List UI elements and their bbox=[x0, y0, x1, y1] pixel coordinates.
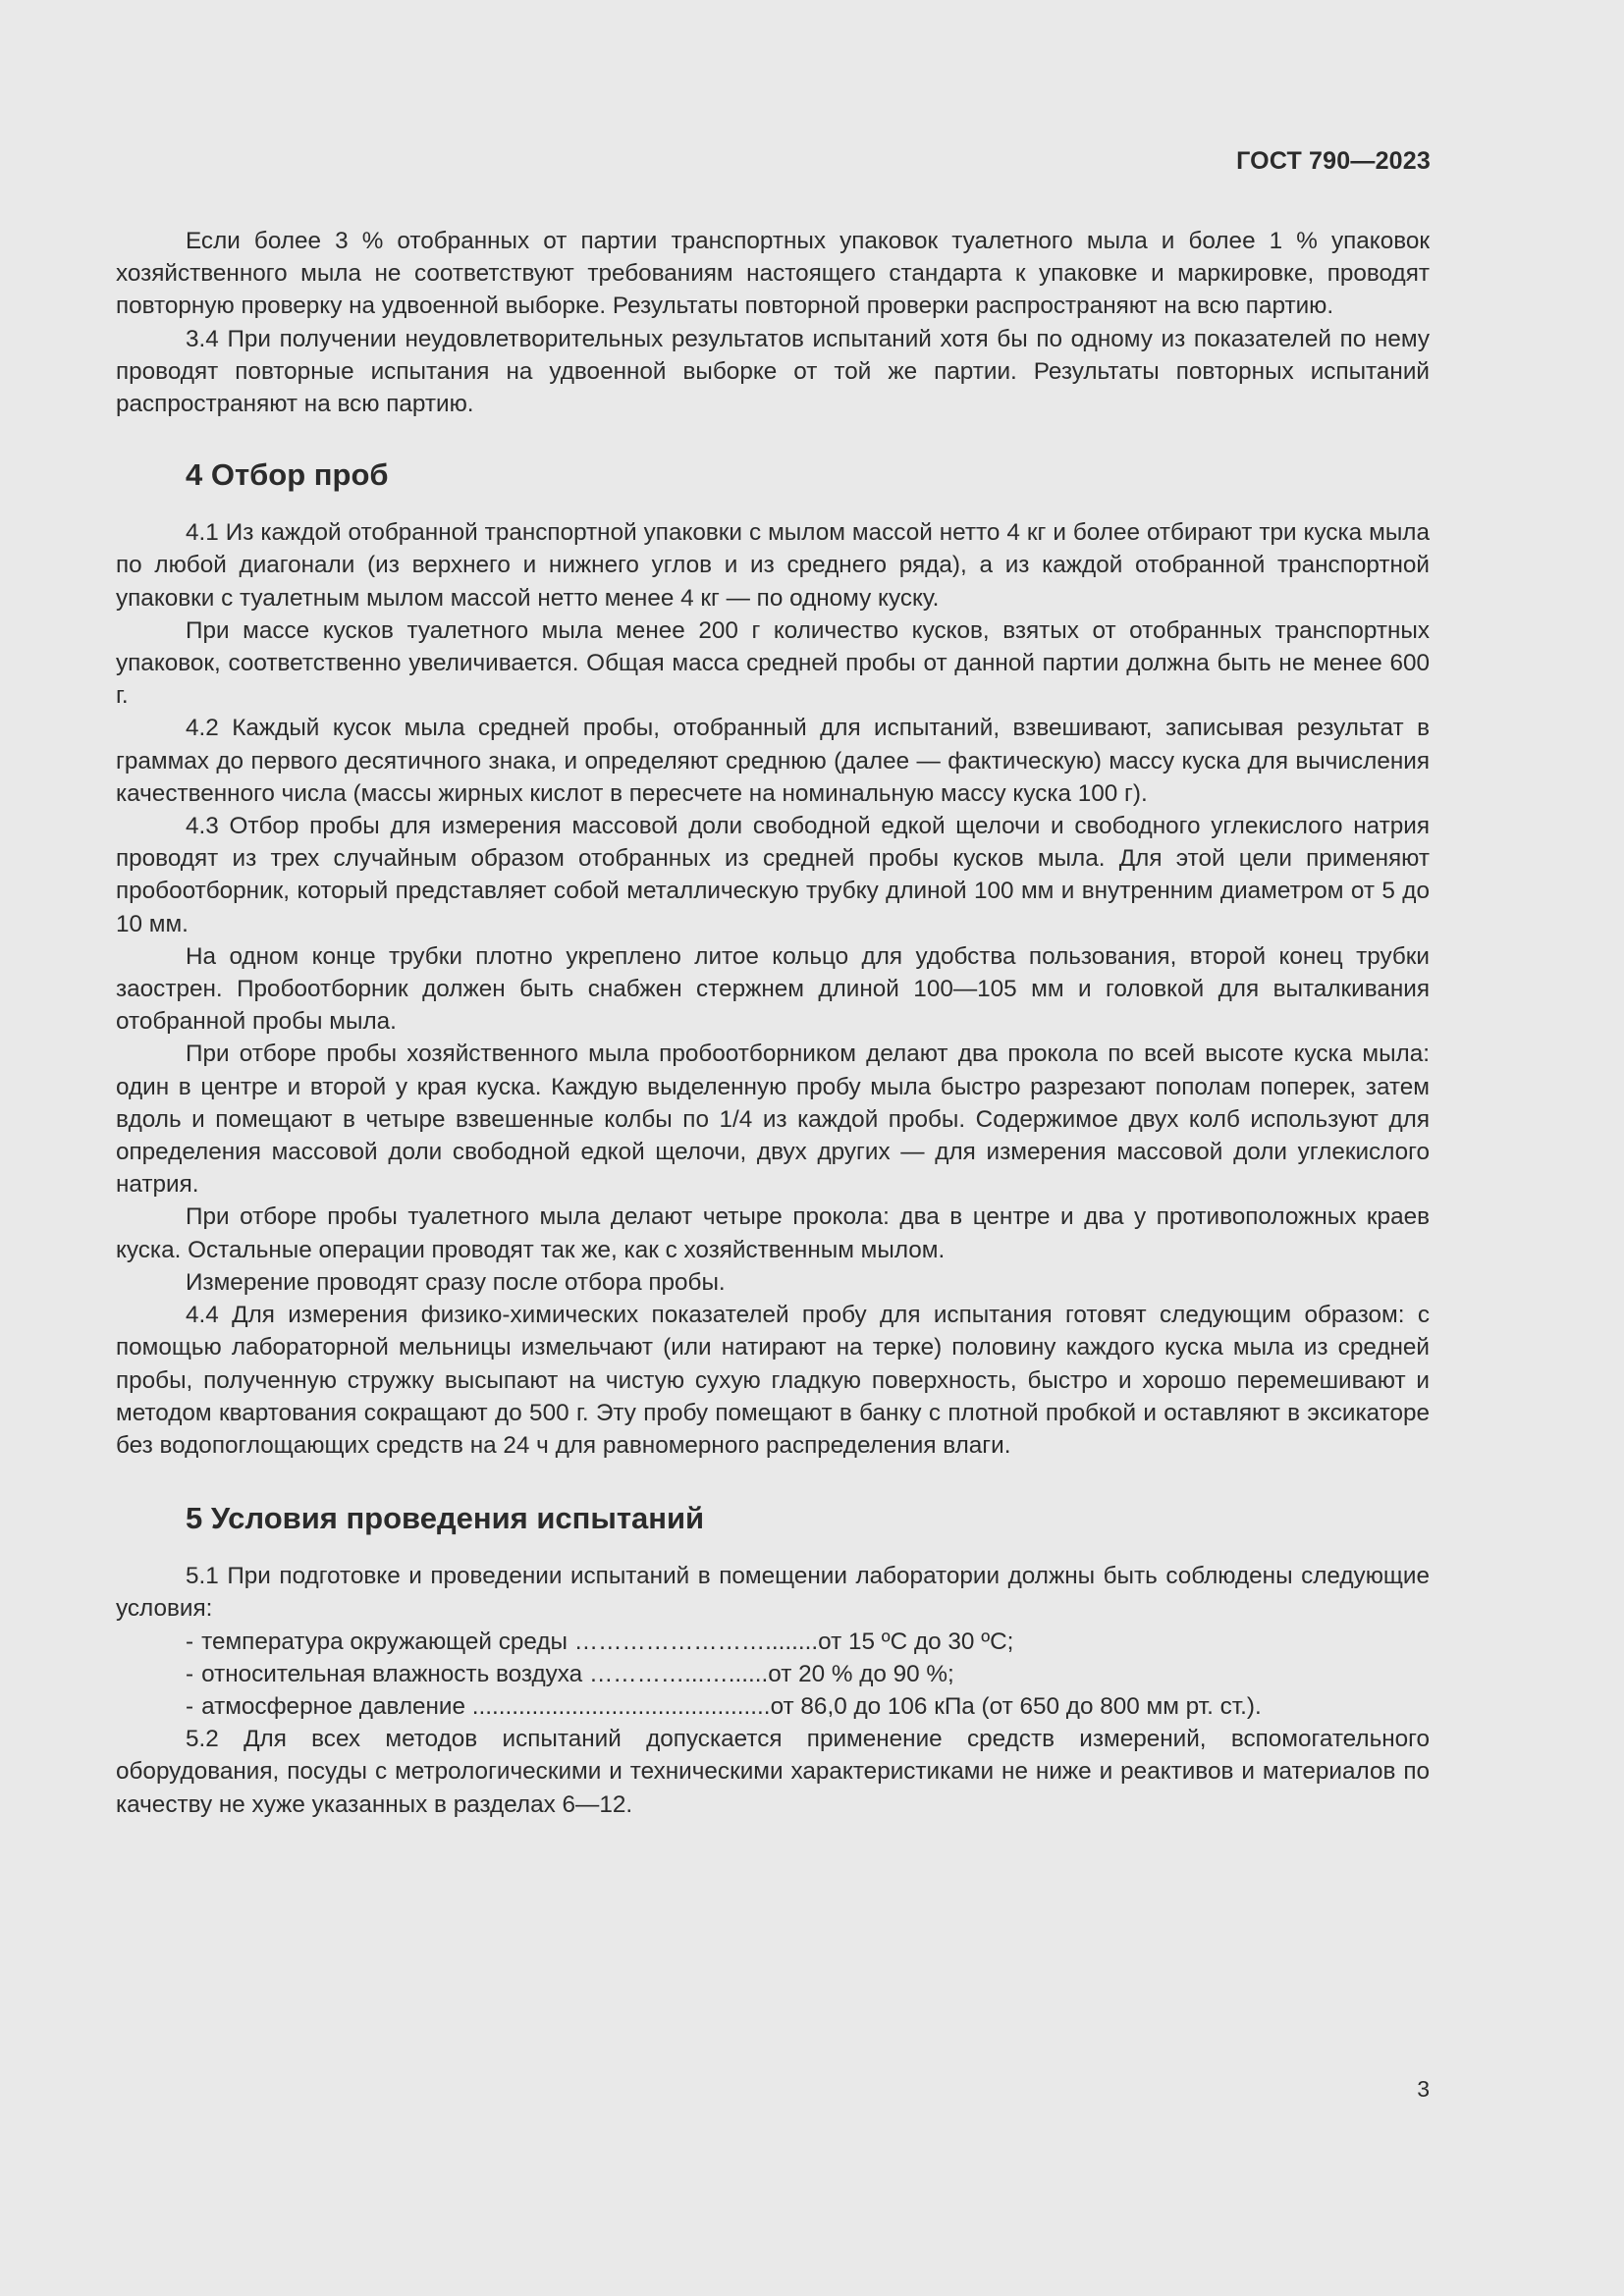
section-5-heading: 5 Условия проведения испытаний bbox=[186, 1501, 705, 1536]
paragraph-4-4: 4.4 Для измерения физико-химических показателей пробу для испытания готовят следующим образом: с помощью лабораторной мельницы измельчают (или натирают на терке) половину каждого куска мыла из средней пробы, полученную стружку высыпают на чистую сухую гладкую поверхность, быстро и хорошо перемешивают и методом квартования сокращают до 500 г. Эту пробу помещают в банку с плотной пробкой и оставляют в эксикаторе без водопоглощающих средств на 24 ч для равномерного распределения влаги. bbox=[116, 1302, 1430, 1459]
condition-label: относительная влажность воздуха bbox=[201, 1660, 583, 1687]
condition-label: температура окружающей среды bbox=[201, 1628, 568, 1655]
paragraph-5-1: 5.1 При подготовке и проведении испытаний в помещении лаборатории должны быть соблюдены следующие условия: bbox=[116, 1563, 1430, 1623]
condition-value: от 86,0 до 106 кПа (от 650 до 800 мм рт. ст.). bbox=[770, 1692, 1262, 1720]
condition-humidity bbox=[116, 1658, 1430, 1690]
list-dash: - bbox=[186, 1660, 194, 1687]
paragraph-4-3-toilet: При отборе пробы туалетного мыла делают четыре прокола: два в центре и два у противоположных краев куска. Остальные операции проводят так же, как с хозяйственным мылом. bbox=[116, 1203, 1430, 1263]
paragraph-4-3-household: При отборе пробы хозяйственного мыла пробоотборником делают два прокола по всей высоте куска мыла: один в центре и второй у края куска. Каждую выделенную пробу мыла быстро разрезают пополам поперек, затем вдоль и помещают в четыре взвешенные колбы по 1/4 из каждой пробы. Содержимое двух колб используют для определения массовой доли свободной едкой щелочи, двух других — для измерения массовой доли углекислого натрия. bbox=[116, 1041, 1430, 1199]
paragraph-intro-1: Если более 3 % отобранных от партии транспортных упаковок туалетного мыла и более 1 % упаковок хозяйственного мыла не соответствуют требованиям настоящего стандарта к упаковке и маркировке, проводят повторную проверку на удвоенной выборке. Результаты повторной проверки распространяют на всю партию. bbox=[116, 228, 1430, 320]
condition-temperature bbox=[116, 1626, 1430, 1658]
paragraph-4-1-mass: При массе кусков туалетного мыла менее 200 г количество кусков, взятых от отобранных транспортных упаковок, соответственно увеличивается. Общая масса средней пробы от данной партии должна быть не менее 600 г. bbox=[116, 616, 1430, 710]
paragraph-4-3-measure: Измерение проводят сразу после отбора пробы. bbox=[186, 1268, 726, 1296]
paragraph-5-2: 5.2 Для всех методов испытаний допускается применение средств измерений, вспомогательного оборудования, посуды с метрологическими и техническими характеристиками не ниже и реактивов и материалов по качеству не хуже указанных в разделах 6—12. bbox=[116, 1726, 1430, 1818]
paragraph-3-4: 3.4 При получении неудовлетворительных результатов испытаний хотя бы по одному из показателей по нему проводят повторные испытания на удвоенной выборке от той же партии. Результаты повторных испытаний распространяют на всю партию. bbox=[116, 325, 1430, 418]
page-number: 3 bbox=[1417, 2076, 1430, 2102]
document-body bbox=[116, 225, 1430, 1821]
list-dash: - bbox=[186, 1628, 194, 1655]
condition-pressure bbox=[116, 1690, 1430, 1723]
list-dash: - bbox=[186, 1692, 194, 1720]
leader-dots: ............................................. bbox=[471, 1692, 771, 1720]
paragraph-4-3: 4.3 Отбор пробы для измерения массовой доли свободной едкой щелочи и свободного углекислого натрия проводят из трех случайным образом отобранных из средней пробы кусков мыла. Для этой цели применяют пробоотборник, который представляет собой металлическую трубку длиной 100 мм и внутренним диаметром от 5 до 10 мм. bbox=[116, 813, 1430, 937]
document-code: ГОСТ 790—2023 bbox=[1236, 147, 1431, 175]
condition-label: атмосферное давление bbox=[201, 1692, 466, 1720]
condition-value: от 15 ºС до 30 ºС; bbox=[818, 1628, 1014, 1655]
paragraph-4-1: 4.1 Из каждой отобранной транспортной упаковки с мылом массой нетто 4 кг и более отбирают три куска мыла по любой диагонали (из верхнего и нижнего углов и из среднего ряда), а из каждой отобранной транспортной упаковки с туалетным мылом массой нетто менее 4 кг — по одному куску. bbox=[116, 519, 1430, 612]
condition-value: от 20 % до 90 %; bbox=[768, 1660, 954, 1687]
paragraph-4-2: 4.2 Каждый кусок мыла средней пробы, отобранный для испытаний, взвешивают, записывая результат в граммах до первого десятичного знака, и определяют среднюю (далее — фактическую) массу куска для вычисления качественного числа (массы жирных кислот в пересчете на номинальную массу куска 100 г). bbox=[116, 715, 1430, 807]
paragraph-4-3-tube: На одном конце трубки плотно укреплено литое кольцо для удобства пользования, второй конец трубки заострен. Пробоотборник должен быть снабжен стержнем длиной 100—105 мм и головкой для выталкивания отобранной пробы мыла. bbox=[116, 942, 1430, 1036]
leader-dots: ……………………........ bbox=[573, 1628, 819, 1655]
section-4-heading: 4 Отбор проб bbox=[186, 457, 389, 493]
leader-dots: …………...…...... bbox=[588, 1660, 769, 1687]
